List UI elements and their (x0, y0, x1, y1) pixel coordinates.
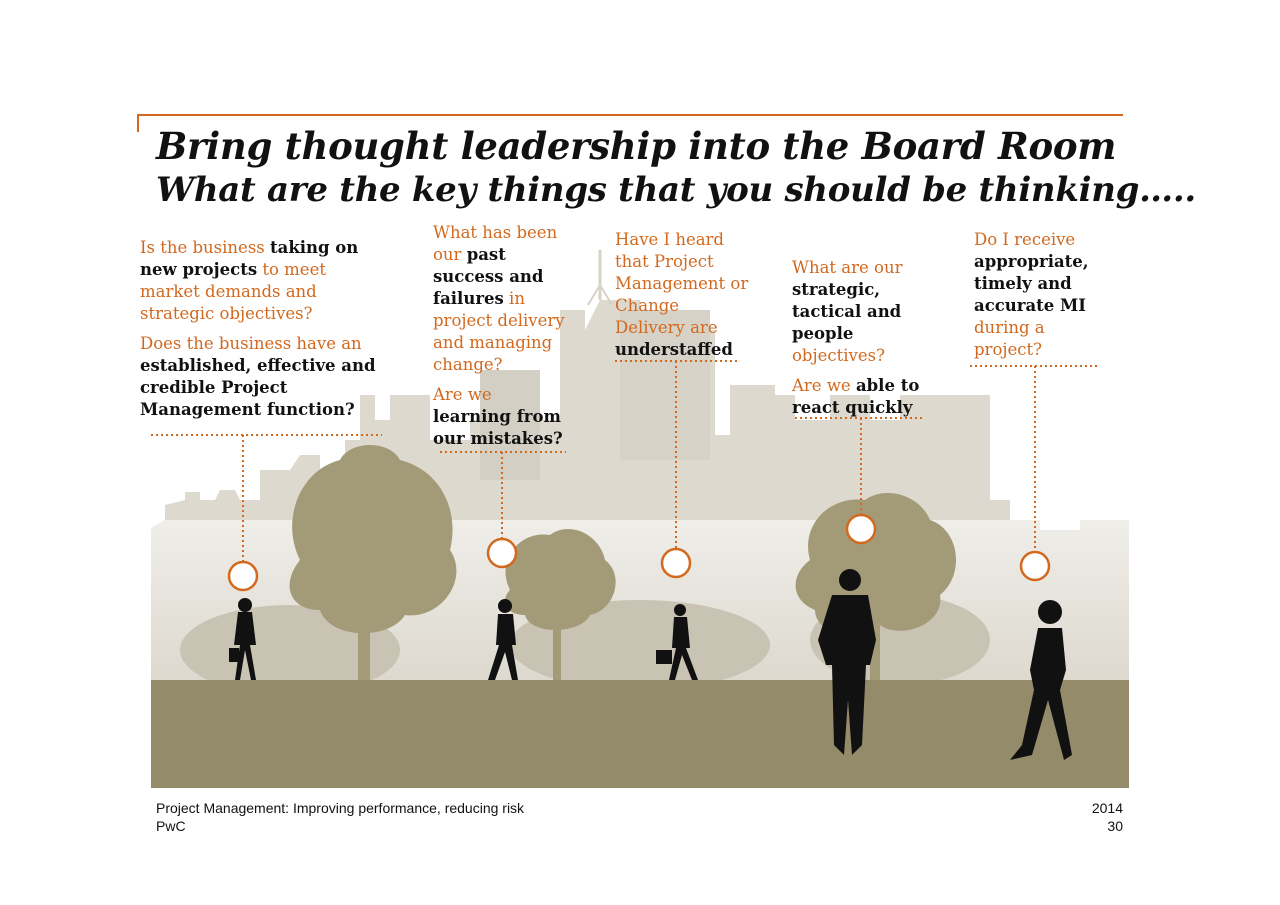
footer-left (156, 799, 524, 835)
question-group-1 (140, 237, 385, 421)
q4-text-a: What are our (792, 258, 903, 277)
q1b-text-a: Does the business have an (140, 334, 362, 353)
q1-text-d: to meet market demands and strategic objectives? (140, 260, 326, 323)
q1-text-b: taking on (270, 238, 359, 257)
q4-text-b: strategic, tactical and people (792, 280, 902, 343)
question-1b-text (140, 333, 385, 421)
q5-text-b: appropriate, timely and accurate MI (974, 252, 1089, 315)
slide-subtitle: What are the key things that you should be thinking….. (156, 170, 1196, 210)
q2b-text-a: Are we (433, 385, 492, 404)
slide-title: Bring thought leadership into the Board Room (156, 124, 1117, 168)
q2-text-a: What has been our (433, 223, 558, 264)
q2-text-b: past success and failures (433, 245, 544, 308)
q4b-text-b: able to react quickly (792, 376, 920, 417)
question-group-3 (615, 229, 750, 361)
q4-text-c: objectives? (792, 346, 885, 365)
question-group-5 (974, 229, 1104, 361)
q5-text-c: during a project? (974, 318, 1045, 359)
footer-right (1092, 799, 1123, 835)
q1-text-c: new projects (140, 260, 258, 279)
question-5-text (974, 229, 1104, 361)
question-1-text (140, 237, 385, 325)
question-3-text (615, 229, 750, 361)
q1b-text-b: established, effective and credible Project Management function? (140, 356, 376, 419)
q3-text-b: understaffed (615, 340, 733, 359)
q2-text-c: in project delivery and managing change? (433, 289, 565, 374)
ground (151, 680, 1129, 788)
question-4b-text (792, 375, 927, 419)
question-2b-text (433, 384, 573, 450)
q2b-text-b: learning from our mistakes? (433, 407, 563, 448)
question-4-text (792, 257, 927, 367)
q4b-text-a: Are we (792, 376, 856, 395)
footer-company: PwC (156, 818, 186, 834)
footer-report-title: Project Management: Improving performance, reducing risk (156, 800, 525, 816)
footer-page-number: 30 (1107, 818, 1123, 834)
q3-text-a: Have I heard that Project Management or Change Delivery are (615, 230, 749, 337)
q1-text-a: Is the business (140, 238, 271, 257)
question-group-2 (433, 222, 573, 450)
question-group-4 (792, 257, 927, 419)
q5-text-a: Do I receive (974, 230, 1076, 249)
question-2-text (433, 222, 573, 376)
footer-year: 2014 (1091, 800, 1123, 816)
